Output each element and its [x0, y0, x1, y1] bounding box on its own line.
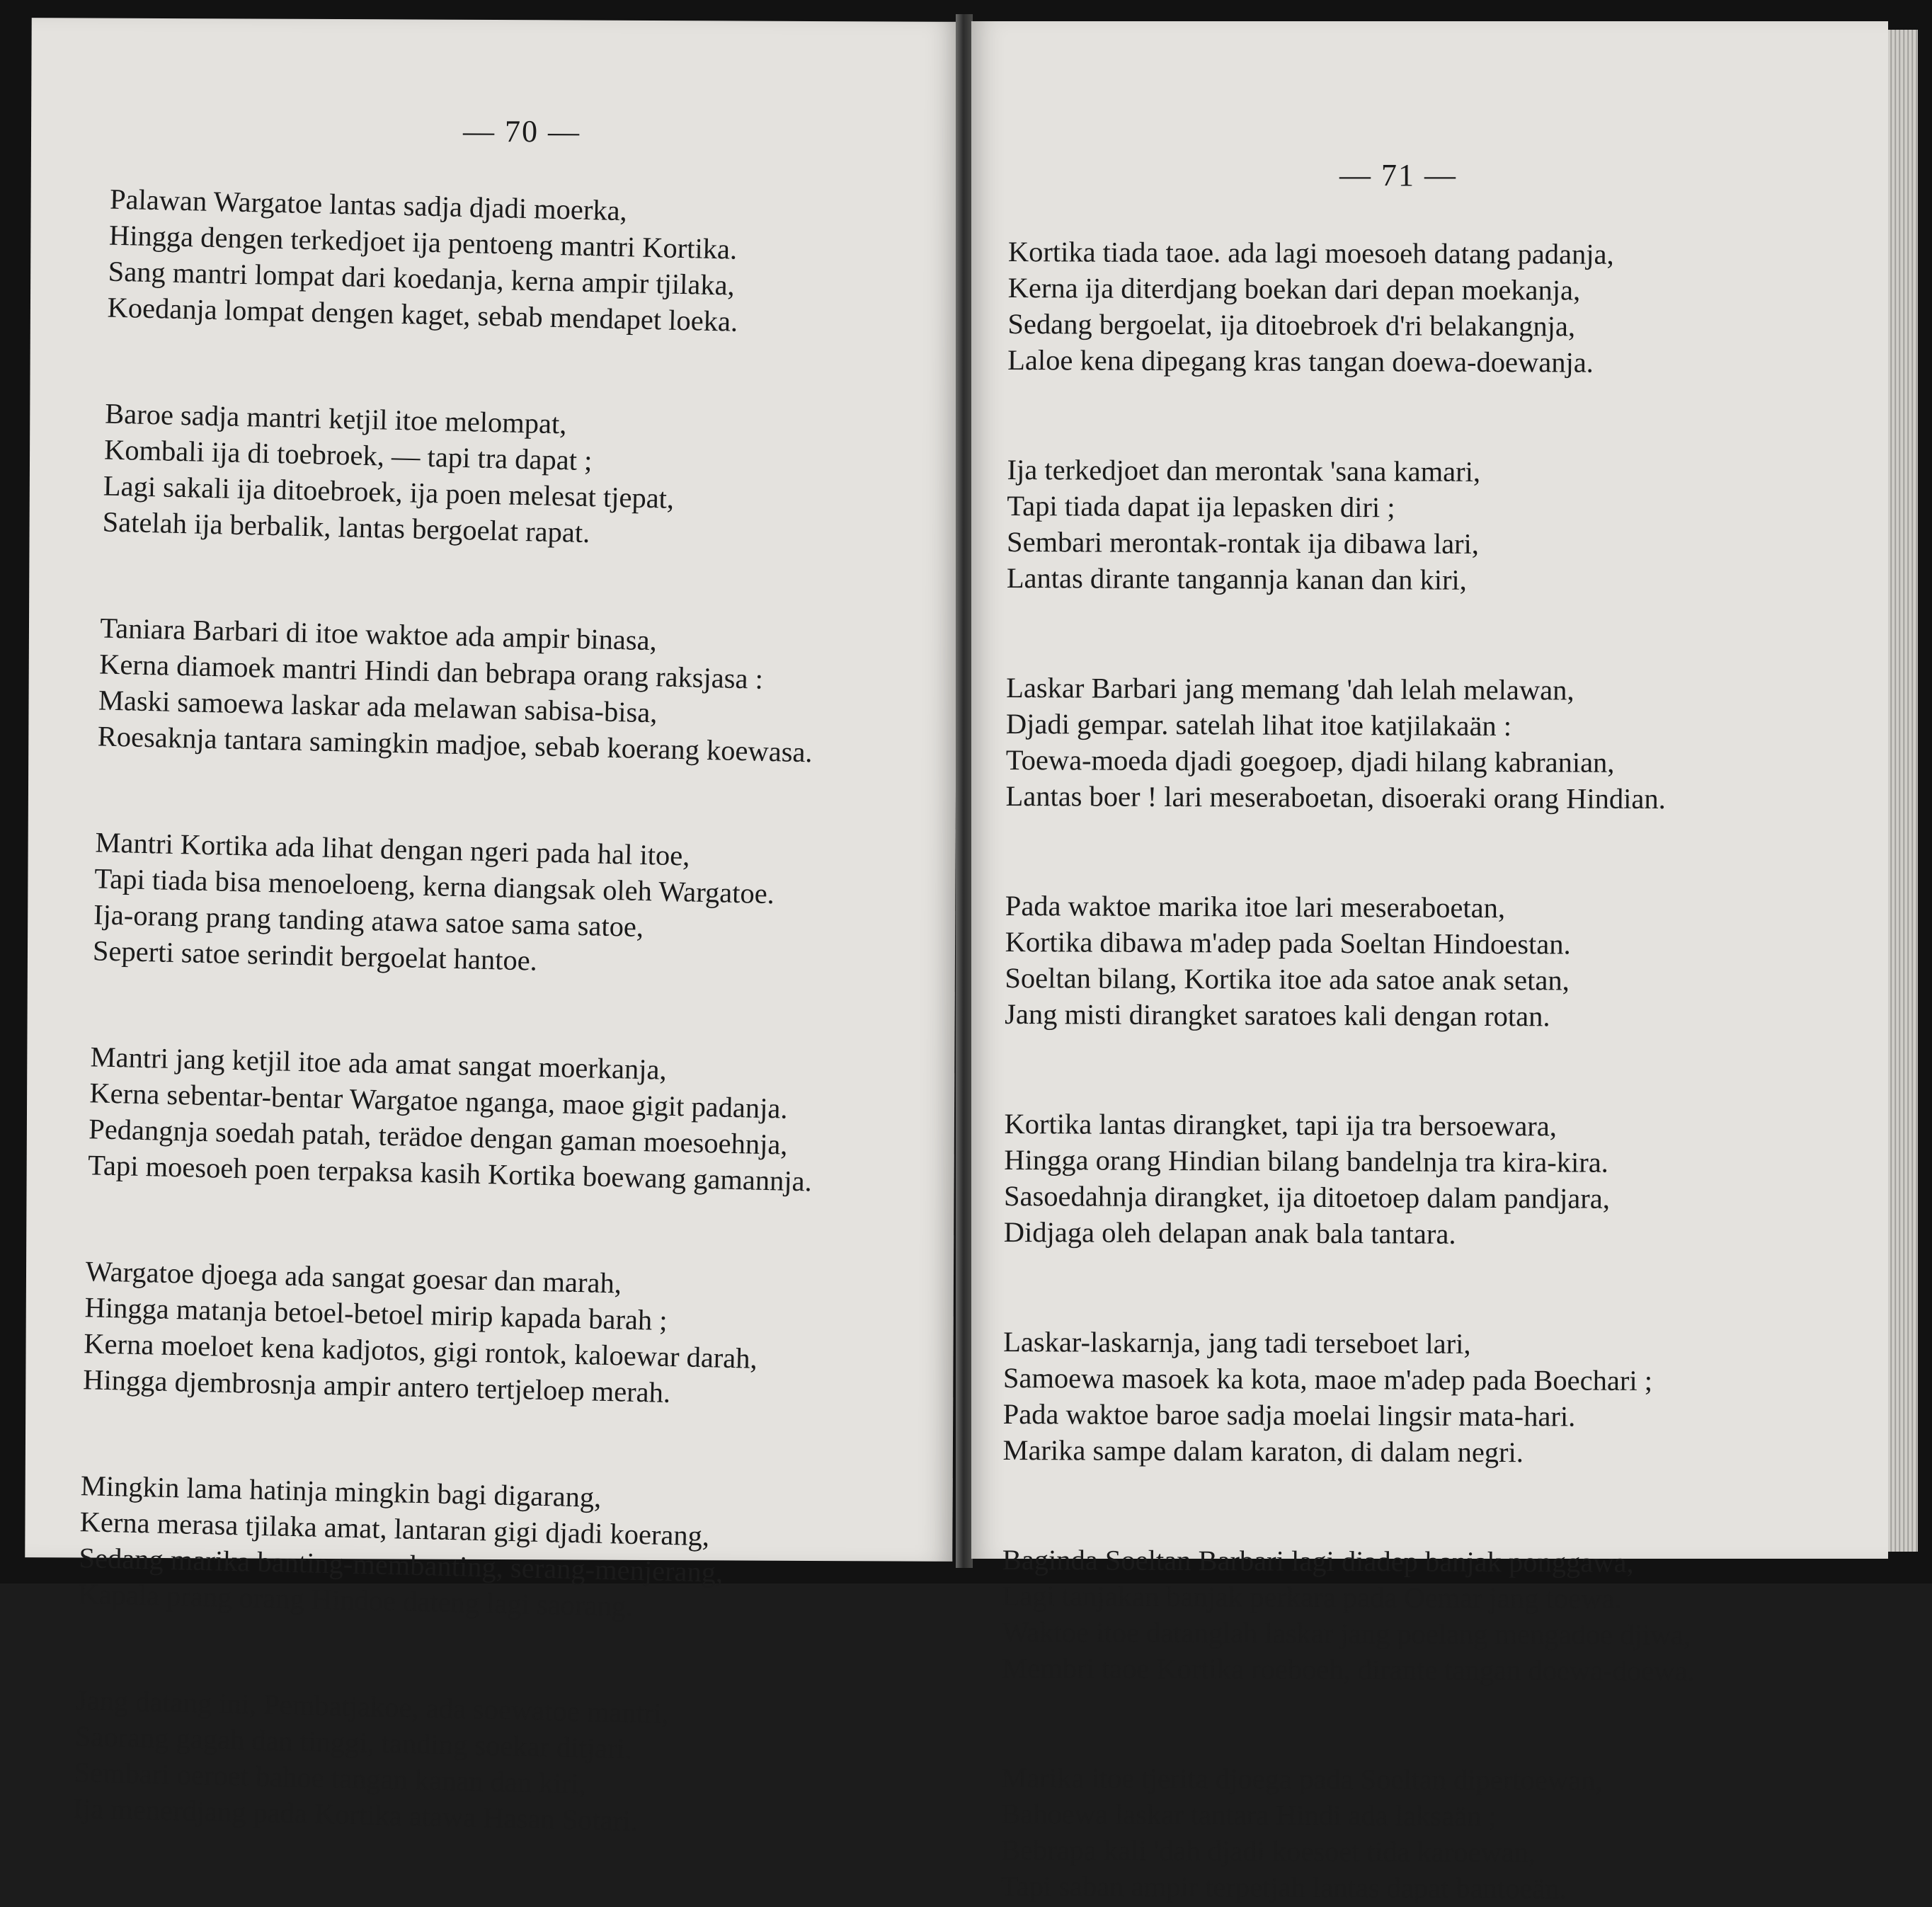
verse-line: Kortika lantas dirangket, tapi ija tra bersoewara,	[1004, 1107, 1557, 1143]
verse-line: Tapi tiada bisa menoeloeng, kerna diangsak oleh Wargatoe.	[93, 862, 775, 910]
verse-line: Tapi tiada dapat ija lepasken diri ;	[1007, 489, 1395, 524]
stanza	[1005, 888, 1698, 1035]
verse-line: Toewa-moeda djadi goegoep, djadi hilang kabranian,	[1005, 743, 1615, 779]
left-page-text	[73, 181, 834, 1843]
verse-line: Kerna sebentar-bentar Wargatoe nganga, maoe gigit padanja.	[89, 1077, 789, 1125]
verse-line: Pedangnja soedah patah, terädoe dengan gaman moesoehnja,	[88, 1113, 789, 1161]
verse-line: Laloe kena dipegang kras tangan doewa-doewanja.	[1007, 343, 1594, 379]
verse-line: Lantas boer ! lari meseraboetan, disoeraki orang Hindian.	[1005, 779, 1666, 815]
verse-line: Membri taoe Kortika roeboeh, dirante tangan doewa-doewa.	[1002, 1651, 1695, 1688]
verse-line: Djadi gempar. satelah lihat itoe katjilakaän :	[1005, 707, 1512, 743]
verse-line: Laskar-laskarnja, jang tadi terseboet lari,	[1003, 1325, 1471, 1360]
verse-line: Mantri Kortika ada lihat dengan ngeri pada hal itoe,	[95, 826, 690, 872]
stanza	[1004, 1106, 1697, 1253]
verse-line: Hingga orang Hindian bilang bandelnja tra kira-kira.	[1004, 1143, 1608, 1179]
verse-line: Sembari merontak-rontak ija dibawa lari,	[1007, 525, 1480, 560]
verse-line: Ija-orang prang tanding atawa satoe sama satoe,	[93, 898, 644, 943]
verse-line: Saorang gagah dan tinggi, tanding soekar ditjari.	[74, 1720, 633, 1765]
stanza	[1002, 1324, 1696, 1471]
right-page	[971, 21, 1888, 1905]
page-number-right: — 71 —	[1339, 158, 1457, 193]
verse-line: Soeltan bilang, Kortika itoe ada satoe anak setan,	[1005, 961, 1570, 997]
verse-line: Kerna moeloet kena kadjotos, gigi rontok, kaloewar darah,	[83, 1327, 758, 1375]
verse-line: Lagi sakali ija ditoebroek, ija poen melesat tjepat,	[103, 469, 675, 515]
stanza	[1001, 1760, 1694, 1907]
verse-line: Laskar Barbari jang memang 'dah lelah melawan,	[1006, 671, 1574, 706]
verse-line: Maski samoewa laskar ada melawan sabisa-bisa,	[98, 684, 658, 729]
page-edges	[1888, 30, 1918, 1552]
verse-line: Waktoe itoe datanglah laskar jang poelang mengadoe djiwa,	[1002, 1615, 1691, 1651]
page-number-left: — 70 —	[462, 113, 581, 149]
stanza	[92, 824, 819, 985]
verse-line: Ija terkedjoet dan merontak 'sana kamari,	[1007, 453, 1481, 488]
verse-line: Samoewa masoek ka kota, maoe m'adep pada Boechari ;	[1002, 1361, 1653, 1397]
verse-line: Taniara Barbari di itoe waktoe ada ampir binasa,	[99, 612, 658, 657]
verse-line: Baroe sadja mantri ketjil itoe melompat,	[104, 397, 567, 440]
verse-line: Bahoewa laskar tantara Hindi ada laksaän ;	[1001, 1797, 1497, 1833]
stanza	[1007, 234, 1700, 381]
verse-line: Hingga djembrosnja ampir antero tertjeloep merah.	[82, 1363, 671, 1409]
stanza	[107, 181, 834, 342]
verse-line: Sang mantri lompat dari koedanja, kerna ampir tjilaka,	[108, 255, 736, 302]
stanza	[1002, 1542, 1695, 1689]
verse-line: Kapala prang orang Hindoe dateng lagi saorang.	[77, 1578, 634, 1622]
verse-line: Sasoedahnja dirangket, ija ditoetoep dalam pandjara,	[1003, 1179, 1610, 1215]
verse-line: Sedang marika banting-membanting, serang-menjerang,	[79, 1542, 724, 1588]
verse-line: Marika sampe dalam karaton, di dalam negri.	[1002, 1433, 1524, 1469]
verse-line: Koedanja lompat dengen kaget, sebab mendapet loeka.	[107, 291, 738, 338]
verse-line: Lagi tanjakan banjak perkara pada Oemar jang toewa.	[1002, 1579, 1622, 1615]
verse-line: Seperti satoe serindit bergoelat hantoe.	[92, 934, 538, 977]
verse-line: Baginda Soeltan Barbari lagi diadep banjak ponggawa,	[1002, 1543, 1634, 1579]
verse-line: Pada waktoe baroe sadja moelai lingsir mata-hari.	[1002, 1397, 1576, 1433]
verse-line: Palawan Wargatoe lantas sadja djadi moerka,	[109, 183, 628, 227]
verse-line: Hingga dengen terkedjoet ija pentoeng mantri Kortika.	[108, 219, 738, 265]
verse-line: Didjaga oleh delapan anak bala tantara.	[1003, 1215, 1456, 1250]
verse-line: Pada waktoe marika itoe lari meseraboetan,	[1005, 889, 1506, 924]
verse-line: Kombali ija di toebroek, — tapi tra dapat ;	[103, 433, 593, 477]
stanza	[102, 396, 829, 556]
verse-line: Tapi moesoeh poen terpaksa kasih Kortika boewang gamannja.	[87, 1149, 813, 1198]
verse-line: Kerna diamoek mantri Hindi dan bebrapa orang raksjasa :	[98, 648, 764, 695]
verse-line: Ija menerdjang pada Kortika atawa Hasan Sotari.	[73, 1792, 639, 1838]
stanza	[88, 1038, 815, 1199]
verse-line: Kortika tiada taoe. ada lagi moesoeh datang padanja,	[1007, 235, 1614, 270]
verse-line: Marika itoe tjerita djoega pada Soeltan dipertoewan,	[1001, 1761, 1603, 1797]
verse-line: Kerna merasa tjilaka amat, lantaran gigi djadi koerang,	[79, 1506, 710, 1552]
stanza	[78, 1467, 805, 1628]
verse-line: Lantas dirante tangannja kanan dan kiri,	[1006, 561, 1467, 596]
verse-line: Sedang bergoelat, ija ditoebroek d'ri belakangnja,	[1007, 307, 1576, 343]
verse-line: Sembari oeroet bahoe tangan kanan dan kiri,	[74, 1756, 587, 1800]
verse-line: Satelah ija berbalik, lantas bergoelat rapat.	[102, 505, 590, 549]
stanza	[73, 1682, 800, 1843]
verse-line: Bebrapa kali 'dah djadi koesoet tida karoewan,	[1000, 1833, 1536, 1869]
verse-line: Tapi saban ampir terpetjah lantas dapat bantoeän.	[1000, 1869, 1567, 1905]
verse-line: Jang datang ini, Pembatjakoe, ada soewatoe mantri,	[75, 1684, 670, 1730]
verse-line: Jang misti dirangket saratoes kali dengan rotan.	[1005, 997, 1550, 1033]
stanza	[1007, 452, 1700, 599]
verse-line: Kortika dibawa m'adep pada Soeltan Hindoestan.	[1005, 925, 1571, 961]
stanza	[1005, 670, 1698, 817]
verse-line: Kerna ija diterdjang boekan dari depan moekanja,	[1007, 271, 1581, 307]
stanza	[83, 1253, 810, 1414]
verse-line: Wargatoe djoega ada sangat goesar dan marah,	[85, 1255, 622, 1300]
right-page-text	[1001, 234, 1701, 1907]
verse-line: Hingga matanja betoel-betoel mirip kapada barah ;	[84, 1291, 668, 1336]
stanza	[97, 609, 824, 770]
verse-line: Mantri jang ketjil itoe ada amat sangat moerkanja,	[90, 1041, 668, 1086]
verse-line: Mingkin lama hatinja mingkin bagi digarang,	[80, 1470, 602, 1513]
left-page	[25, 18, 959, 1838]
verse-line: Roesaknja tantara samingkin madjoe, sebab koerang koewasa.	[97, 720, 813, 769]
book-gutter	[956, 14, 973, 1568]
